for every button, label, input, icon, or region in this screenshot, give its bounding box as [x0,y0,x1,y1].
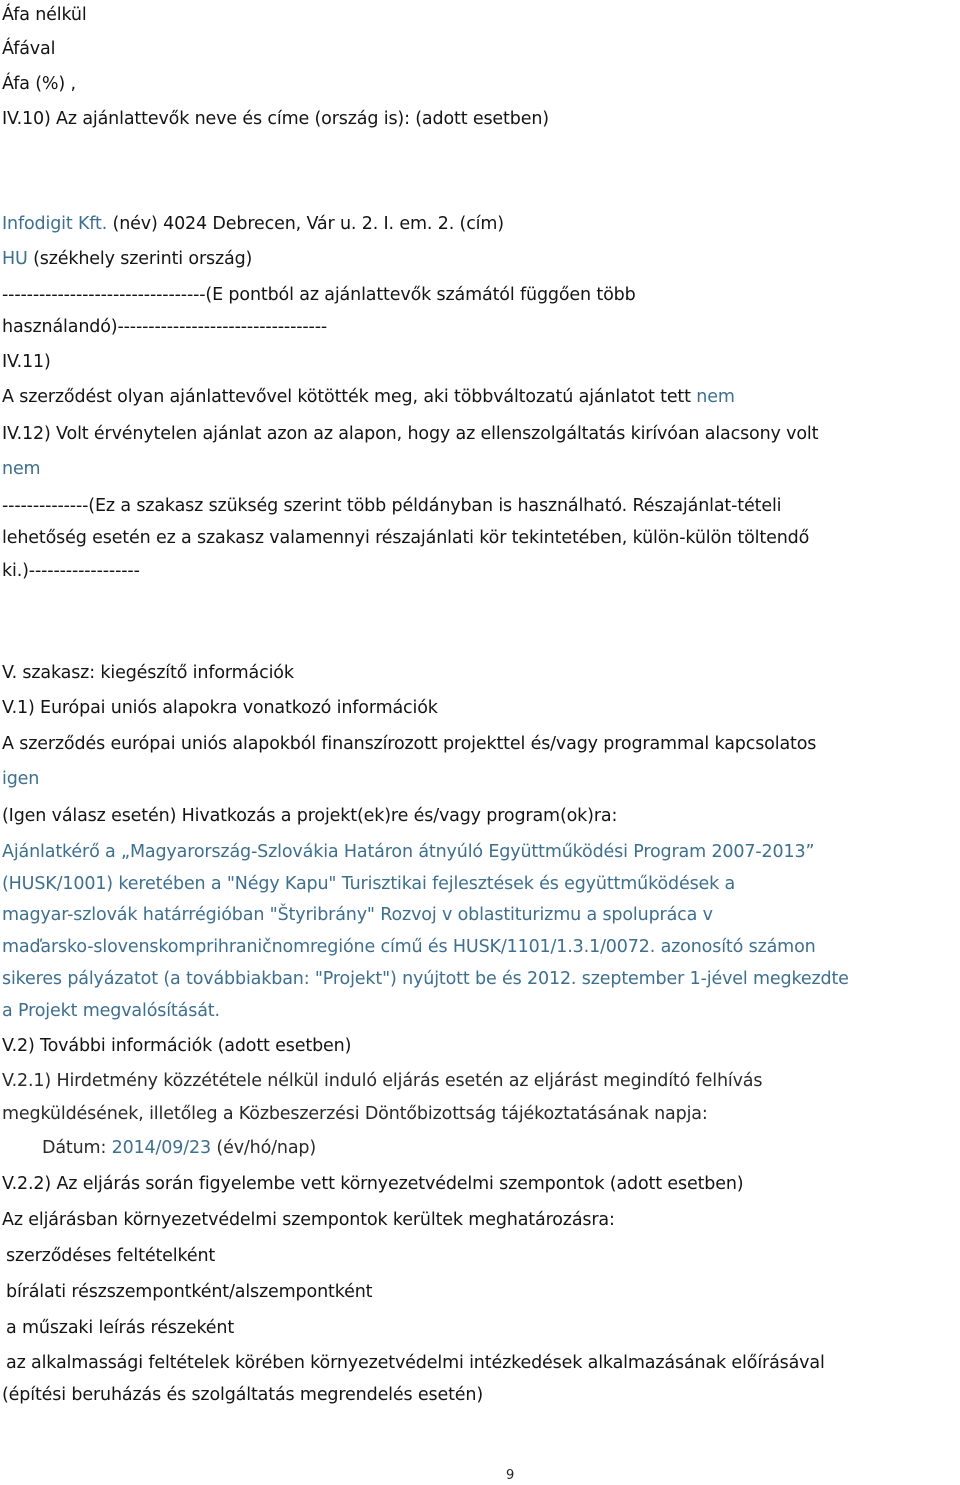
section-heading-iv11: IV.11) [2,352,51,372]
variant-bid-question: A szerződést olyan ajánlattevővel kötötték meg, aki többváltozatú ajánlatot tett [2,387,697,407]
page-number: 9 [506,1468,515,1483]
section-heading-iv10: IV.10) Az ajánlattevők neve és címe (ország is): (adott esetben) [2,109,549,129]
bidder-address: (név) 4024 Debrecen, Vár u. 2. I. em. 2. (cím) [107,214,504,234]
line-eu-funds-question: A szerződés európai uniós alapokból finanszírozott projekttel és/vagy programmal kapcsolatos [2,734,817,754]
env-option-suitability: az alkalmassági feltételek körében környezetvédelmi intézkedések alkalmazásának előírásával [6,1353,825,1373]
project-reference-line-6: a Projekt megvalósítását. [2,1001,220,1021]
section-heading-v22: V.2.2) Az eljárás során figyelembe vett környezetvédelmi szempontok (adott esetben) [2,1174,744,1194]
line-section-note-3: ki.)------------------ [2,561,140,581]
date-format: (év/hó/nap) [210,1138,317,1158]
project-reference-line-2: (HUSK/1001) keretében a "Négy Kapu" Turisztikai fejlesztések és együttműködések a [2,874,736,894]
project-reference-line-5: sikeres pályázatot (a továbbiakban: "Projekt") nyújtott be és 2012. szeptember 1-jével megkezdte [2,969,849,989]
country-label: (székhely szerinti ország) [27,249,253,269]
env-option-suitability-cont: (építési beruházás és szolgáltatás megrendelés esetén) [2,1385,484,1405]
line-country [2,248,252,270]
invalid-bid-answer: nem [2,459,41,479]
eu-funds-answer: igen [2,769,40,789]
project-reference-line-1: Ajánlatkérő a „Magyarország-Szlovákia Határon átnyúló Együttműködési Program 2007-2013” [2,842,815,862]
env-option-technical-spec: a műszaki leírás részeként [6,1318,235,1338]
country-code: HU [2,249,28,269]
line-project-reference-label: (Igen válasz esetén) Hivatkozás a projekt(ek)re és/vagy program(ok)ra: [2,806,618,826]
section-heading-v1: V.1) Európai uniós alapokra vonatkozó információk [2,698,438,718]
section-heading-v: V. szakasz: kiegészítő információk [2,663,294,683]
line-section-note-1: --------------(Ez a szakasz szükség szerint több példányban is használható. Részajánlat-tételi [2,496,782,516]
line-v21-text-2: megküldésének, illetőleg a Közbeszerzési Döntőbizottság tájékoztatásának napja: [2,1104,708,1124]
bidder-name: Infodigit Kft. [2,214,108,234]
line-bidder-name-address [2,213,504,235]
line-afa-nelkul: Áfa nélkül [2,5,87,25]
line-env-criteria-label: Az eljárásban környezetvédelmi szempontok kerültek meghatározásra: [2,1210,615,1230]
env-option-evaluation-criterion: bírálati részszempontként/alszempontként [6,1282,373,1302]
section-heading-iv12: IV.12) Volt érvénytelen ajánlat azon az alapon, hogy az ellenszolgáltatás kirívóan alacsony volt [2,424,819,444]
project-reference-line-3: magyar-szlovák határrégióban "Štyribrány" Rozvoj v oblastiturizmu a spolupráca v [2,905,713,925]
line-afaval: Áfával [2,39,56,59]
env-option-contract-condition: szerződéses feltételként [6,1246,216,1266]
line-date [42,1137,316,1159]
line-separator-note-1: ---------------------------------(E pontból az ajánlattevők számától függően több [2,285,636,305]
line-v21-text-1: V.2.1) Hirdetmény közzététele nélkül induló eljárás esetén az eljárást megindító felhívás [2,1071,763,1091]
variant-bid-answer: nem [696,387,735,407]
line-separator-note-2: használandó)---------------------------------- [2,317,328,337]
section-heading-v2: V.2) További információk (adott esetben) [2,1036,352,1056]
line-variant-bid [2,386,735,408]
line-section-note-2: lehetőség esetén ez a szakasz valamennyi részajánlati kör tekintetében, külön-külön töltendő [2,528,810,548]
date-value: 2014/09/23 [111,1138,211,1158]
date-label: Dátum: [42,1138,112,1158]
project-reference-line-4: maďarsko-slovenskomprihraničnomregióne című és HUSK/1101/1.3.1/0072. azonosító számon [2,937,816,957]
line-afa-percent: Áfa (%) , [2,74,76,94]
